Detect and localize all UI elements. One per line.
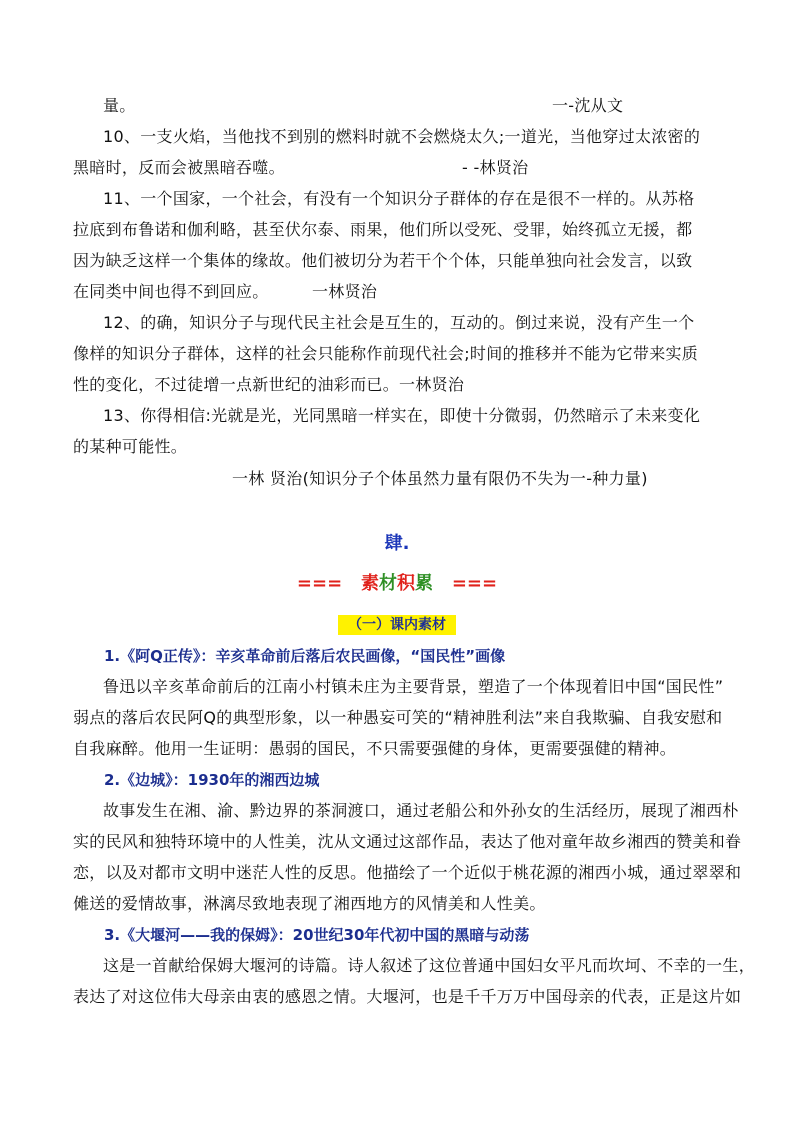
quote-11-line: 在同类中间也得不到回应。 [73, 282, 269, 301]
section-title [0, 572, 794, 596]
quote-13-line: 13、你得相信:光就是光，光同黑暗一样实在，即使十分微弱，仍然暗示了未来变化 [103, 406, 701, 425]
quote-12-line: 12、的确，知识分子与现代民主社会是互生的，互动的。倒过来说，没有产生一个 [103, 313, 695, 332]
material-2-line: 实的民风和独特环境中的人性美，沈从文通过这部作品，表达了他对童年故乡湘西的赞美和眷 [73, 832, 742, 851]
quote-9-author: 一-沈从文 [552, 96, 624, 115]
title-decoration-right: === [451, 573, 498, 594]
quote-12-line: 像样的知识分子群体，这样的社会只能称作前现代社会;时间的推移并不能为它带来实质 [73, 344, 699, 363]
section-number: 肆. [384, 533, 410, 554]
material-3-line: 表达了对这位伟大母亲由衷的感恩之情。大堰河，也是千千万万中国母亲的代表，正是这片如 [73, 987, 742, 1006]
title-char: 积 [397, 573, 415, 594]
title-char: 材 [379, 573, 397, 594]
quote-13-line: 的某种可能性。 [73, 437, 188, 456]
subsection-badge-row [0, 614, 794, 635]
quote-11-author: 一林贤治 [312, 282, 378, 301]
quote-11-line: 拉底到布鲁诺和伽利略，甚至伏尔泰、雨果，他们所以受死、受罪，始终孤立无援，都 [73, 220, 693, 239]
title-char: 累 [415, 573, 433, 594]
material-3-heading: 3.《大堰河——我的保姆》：20世纪30年代初中国的黑暗与动荡 [104, 926, 530, 944]
quote-13-author: 一林 贤治(知识分子个体虽然力量有限仍不失为一-种力量) [232, 469, 648, 488]
material-2-line: 傩送的爱情故事，淋漓尽致地表现了湘西地方的风情美和人性美。 [73, 894, 546, 913]
quote-10-author: - -林贤治 [462, 158, 529, 177]
title-decoration-left: === [296, 573, 343, 594]
quote-11-line: 因为缺乏这样一个集体的缘故。他们被切分为若干个个体，只能单独向社会发言，以致 [73, 251, 693, 270]
material-1-heading: 1.《阿Q正传》：辛亥革命前后落后农民画像，“国民性”画像 [104, 647, 506, 665]
quote-11-line: 11、一个国家，一个社会，有没有一个知识分子群体的存在是很不一样的。从苏格 [103, 189, 695, 208]
material-1-line: 自我麻醉。他用一生证明：愚弱的国民，不只需要强健的身体，更需要强健的精神。 [73, 739, 677, 758]
title-char: 素 [361, 573, 379, 594]
material-2-line: 恋，以及对都市文明中迷茫人性的反思。他描绘了一个近似于桃花源的湘西小城，通过翠翠和 [73, 863, 742, 882]
material-2-heading: 2.《边城》：1930年的湘西边城 [104, 771, 320, 789]
quote-10-line: 10、一支火焰，当他找不到别的燃料时就不会燃烧太久;一道光，当他穿过太浓密的 [103, 127, 701, 146]
quote-12-line: 性的变化，不过徒增一点新世纪的油彩而已。一林贤治 [73, 375, 465, 394]
quote-10-line: 黑暗时，反而会被黑暗吞噬。 [73, 158, 285, 177]
material-1-line: 弱点的落后农民阿Q的典型形象，以一种愚妄可笑的“精神胜利法”来自我欺骗、自我安慰和 [73, 708, 723, 727]
material-1-line: 鲁迅以辛亥革命前后的江南小村镇未庄为主要背景，塑造了一个体现着旧中国“国民性” [103, 677, 724, 696]
material-3-line: 这是一首献给保姆大堰河的诗篇。诗人叙述了这位普通中国妇女平凡而坎坷、不幸的一生， [103, 956, 756, 975]
material-2-line: 故事发生在湘、渝、黔边界的茶洞渡口，通过老船公和外孙女的生活经历，展现了湘西朴 [103, 801, 739, 820]
subsection-badge: （一）课内素材 [338, 615, 456, 635]
quote-9-tail: 量。 [103, 96, 136, 115]
